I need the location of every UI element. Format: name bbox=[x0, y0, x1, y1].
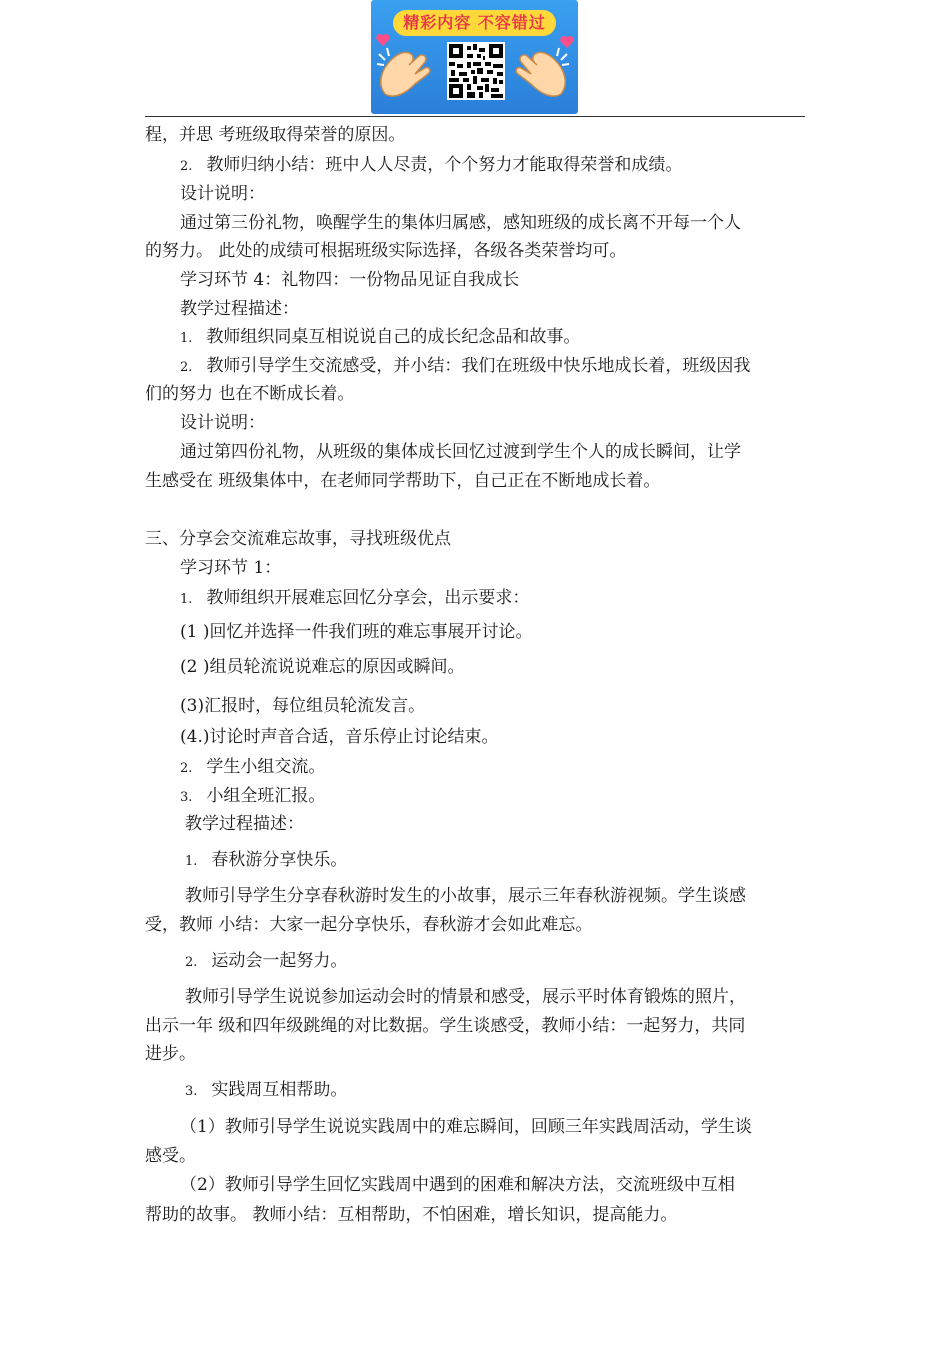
list-text: 运动会一起努力。 bbox=[211, 951, 348, 971]
banner-title: 精彩内容 不容错过 bbox=[393, 10, 556, 36]
text-line: 进步。 bbox=[145, 1044, 196, 1064]
text-line: 感受。 bbox=[145, 1146, 196, 1166]
text-line: （1）教师引导学生说说实践周中的难忘瞬间，回顾三年实践周活动，学生谈 bbox=[180, 1117, 752, 1137]
list-text: 学生小组交流。 bbox=[206, 757, 326, 777]
promo-banner[interactable] bbox=[371, 0, 578, 114]
text-line: 帮助的故事。 教师小结：互相帮助，不怕困难，增长知识，提高能力。 bbox=[145, 1205, 678, 1225]
header-rule bbox=[145, 116, 805, 117]
subheading: 学习环节 4：礼物四：一份物品见证自我成长 bbox=[180, 270, 520, 290]
list-text: 教师归纳小结：班中人人尽责，个个努力才能取得荣誉和成绩。 bbox=[206, 155, 683, 175]
subheading: 设计说明： bbox=[180, 413, 265, 433]
text-line: (4.)讨论时声音合适，音乐停止讨论结束。 bbox=[180, 727, 499, 747]
clapping-hands-icon bbox=[375, 44, 435, 98]
list-item bbox=[180, 355, 750, 379]
text-line: (2 )组员轮流说说难忘的原因或瞬间。 bbox=[180, 657, 465, 677]
list-item bbox=[180, 756, 325, 780]
list-text: 教师引导学生交流感受，并小结：我们在班级中快乐地成长着，班级因我 bbox=[206, 356, 751, 376]
list-number: 3. bbox=[180, 790, 193, 805]
text-line: （2）教师引导学生回忆实践周中遇到的困难和解决方法，交流班级中互相 bbox=[180, 1175, 735, 1195]
list-item bbox=[180, 326, 580, 350]
text-line: 教师引导学生分享春秋游时发生的小故事，展示三年春秋游视频。学生谈感 bbox=[185, 886, 746, 906]
list-item bbox=[180, 587, 529, 611]
subheading: 教学过程描述： bbox=[185, 814, 304, 834]
list-text: 教师组织开展难忘回忆分享会，出示要求： bbox=[206, 588, 530, 608]
section-heading: 三、分享会交流难忘故事，寻找班级优点 bbox=[145, 529, 451, 549]
list-number: 3. bbox=[185, 1084, 198, 1099]
list-text: 教师组织同桌互相说说自己的成长纪念品和故事。 bbox=[206, 327, 581, 347]
subheading: 教学过程描述： bbox=[180, 299, 299, 319]
text-line: 出示一年 级和四年级跳绳的对比数据。学生谈感受，教师小结：一起努力，共同 bbox=[145, 1016, 746, 1036]
subheading: 学习环节 1： bbox=[180, 558, 282, 578]
list-text: 春秋游分享快乐。 bbox=[211, 850, 348, 870]
list-item bbox=[180, 785, 325, 809]
text-line: 的努力。 此处的成绩可根据班级实际选择，各级各类荣誉均可。 bbox=[145, 241, 627, 261]
list-text: 小组全班汇报。 bbox=[206, 786, 326, 806]
qr-code[interactable] bbox=[447, 42, 505, 100]
text-line: 们的努力 也在不断成长着。 bbox=[145, 384, 355, 404]
list-item bbox=[180, 154, 682, 178]
list-item bbox=[185, 1079, 347, 1103]
list-item bbox=[185, 950, 347, 974]
list-number: 2. bbox=[180, 360, 193, 375]
list-number: 1. bbox=[180, 331, 193, 346]
text-line: (3)汇报时，每位组员轮流发言。 bbox=[180, 696, 426, 716]
list-number: 2. bbox=[180, 761, 193, 776]
list-text: 实践周互相帮助。 bbox=[211, 1080, 348, 1100]
list-number: 1. bbox=[185, 854, 198, 869]
list-number: 2. bbox=[185, 955, 198, 970]
text-line: 受，教师 小结：大家一起分享快乐，春秋游才会如此难忘。 bbox=[145, 915, 593, 935]
text-line: (1 )回忆并选择一件我们班的难忘事展开讨论。 bbox=[180, 622, 533, 642]
text-line: 通过第四份礼物，从班级的集体成长回忆过渡到学生个人的成长瞬间，让学 bbox=[180, 442, 741, 462]
clapping-hands-icon bbox=[511, 44, 571, 98]
text-line: 通过第三份礼物，唤醒学生的集体归属感，感知班级的成长离不开每一个人 bbox=[180, 213, 741, 233]
text-line: 教师引导学生说说参加运动会时的情景和感受，展示平时体育锻炼的照片， bbox=[185, 987, 746, 1007]
list-number: 2. bbox=[180, 159, 193, 174]
text-line: 生感受在 班级集体中，在老师同学帮助下，自己正在不断地成长着。 bbox=[145, 471, 661, 491]
subheading: 设计说明： bbox=[180, 184, 265, 204]
list-item bbox=[185, 849, 347, 873]
list-number: 1. bbox=[180, 592, 193, 607]
text-line: 程，并思 考班级取得荣誉的原因。 bbox=[145, 125, 406, 145]
